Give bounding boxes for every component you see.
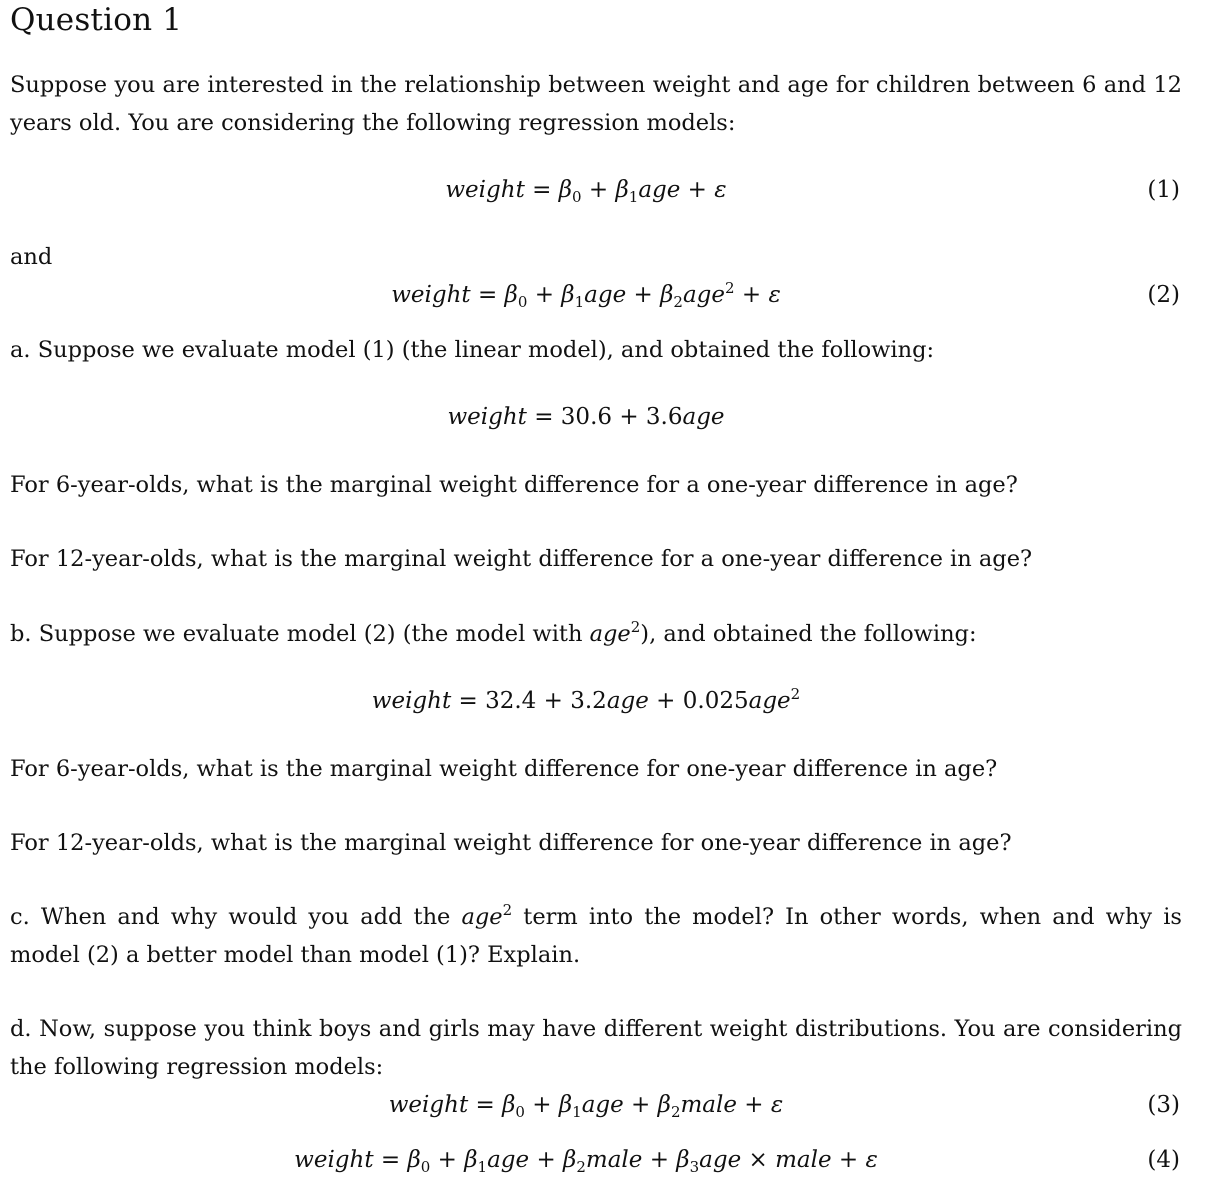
equation-model-4: weight = $\beta_0 + \beta_1age$ + $\beta_2male + \beta_3age$ × male + ε bbox=[294, 1147, 878, 1176]
equation-model-2: weight = $\beta_0 + \beta_1age + \beta_2age^2 + \varepsilon$ bbox=[391, 279, 781, 311]
part-d-text: d. Now, suppose you think boys and girls may have different weight distributions. You are considering the following regression models: bbox=[10, 1016, 1182, 1080]
equation-number-1: (1) bbox=[1147, 177, 1180, 203]
equation-number-4: (4) bbox=[1147, 1147, 1180, 1173]
equation-fit-a: weight = 30.6 + 3.6age bbox=[447, 404, 725, 430]
part-a-text: a. Suppose we evaluate model (1) (the linear model), and obtained the following: bbox=[10, 337, 935, 363]
part-b-question-12: For 12-year-olds, what is the marginal weight difference for one-year difference in age? bbox=[10, 830, 1012, 856]
question-title: Question 1 bbox=[10, 2, 183, 38]
equation-model-1: weight = $\beta_0 + \beta_1age + \varepsilon$ bbox=[445, 177, 727, 206]
equation-fit-b: weight = 32.4 + 3.2age + 0.025age$^2$ bbox=[371, 685, 801, 714]
part-b-question-6: For 6-year-olds, what is the marginal weight difference for one-year difference in age? bbox=[10, 756, 998, 782]
part-c-text: c. When and why would you add the age$^2$ term into the model? In other words, when and why is model (2) a better model than model (1)? Explain. bbox=[10, 901, 1182, 968]
equation-model-3: weight = $\beta_0 + \beta_1age$ + $\beta_2male + \varepsilon$ bbox=[388, 1092, 784, 1121]
conjunction-and: and bbox=[10, 244, 53, 270]
equation-number-3: (3) bbox=[1147, 1092, 1180, 1118]
equation-number-2: (2) bbox=[1147, 282, 1180, 308]
part-b-text: b. Suppose we evaluate model (2) (the model with age$^2$), and obtained the following: bbox=[10, 618, 977, 647]
intro-paragraph: Suppose you are interested in the relationship between weight and age for children between 6 and 12 years old. You are considering the following regression models: bbox=[10, 72, 1182, 136]
part-a-question-6: For 6-year-olds, what is the marginal weight difference for a one-year difference in age? bbox=[10, 472, 1018, 498]
part-a-question-12: For 12-year-olds, what is the marginal weight difference for a one-year difference in age? bbox=[10, 546, 1033, 572]
